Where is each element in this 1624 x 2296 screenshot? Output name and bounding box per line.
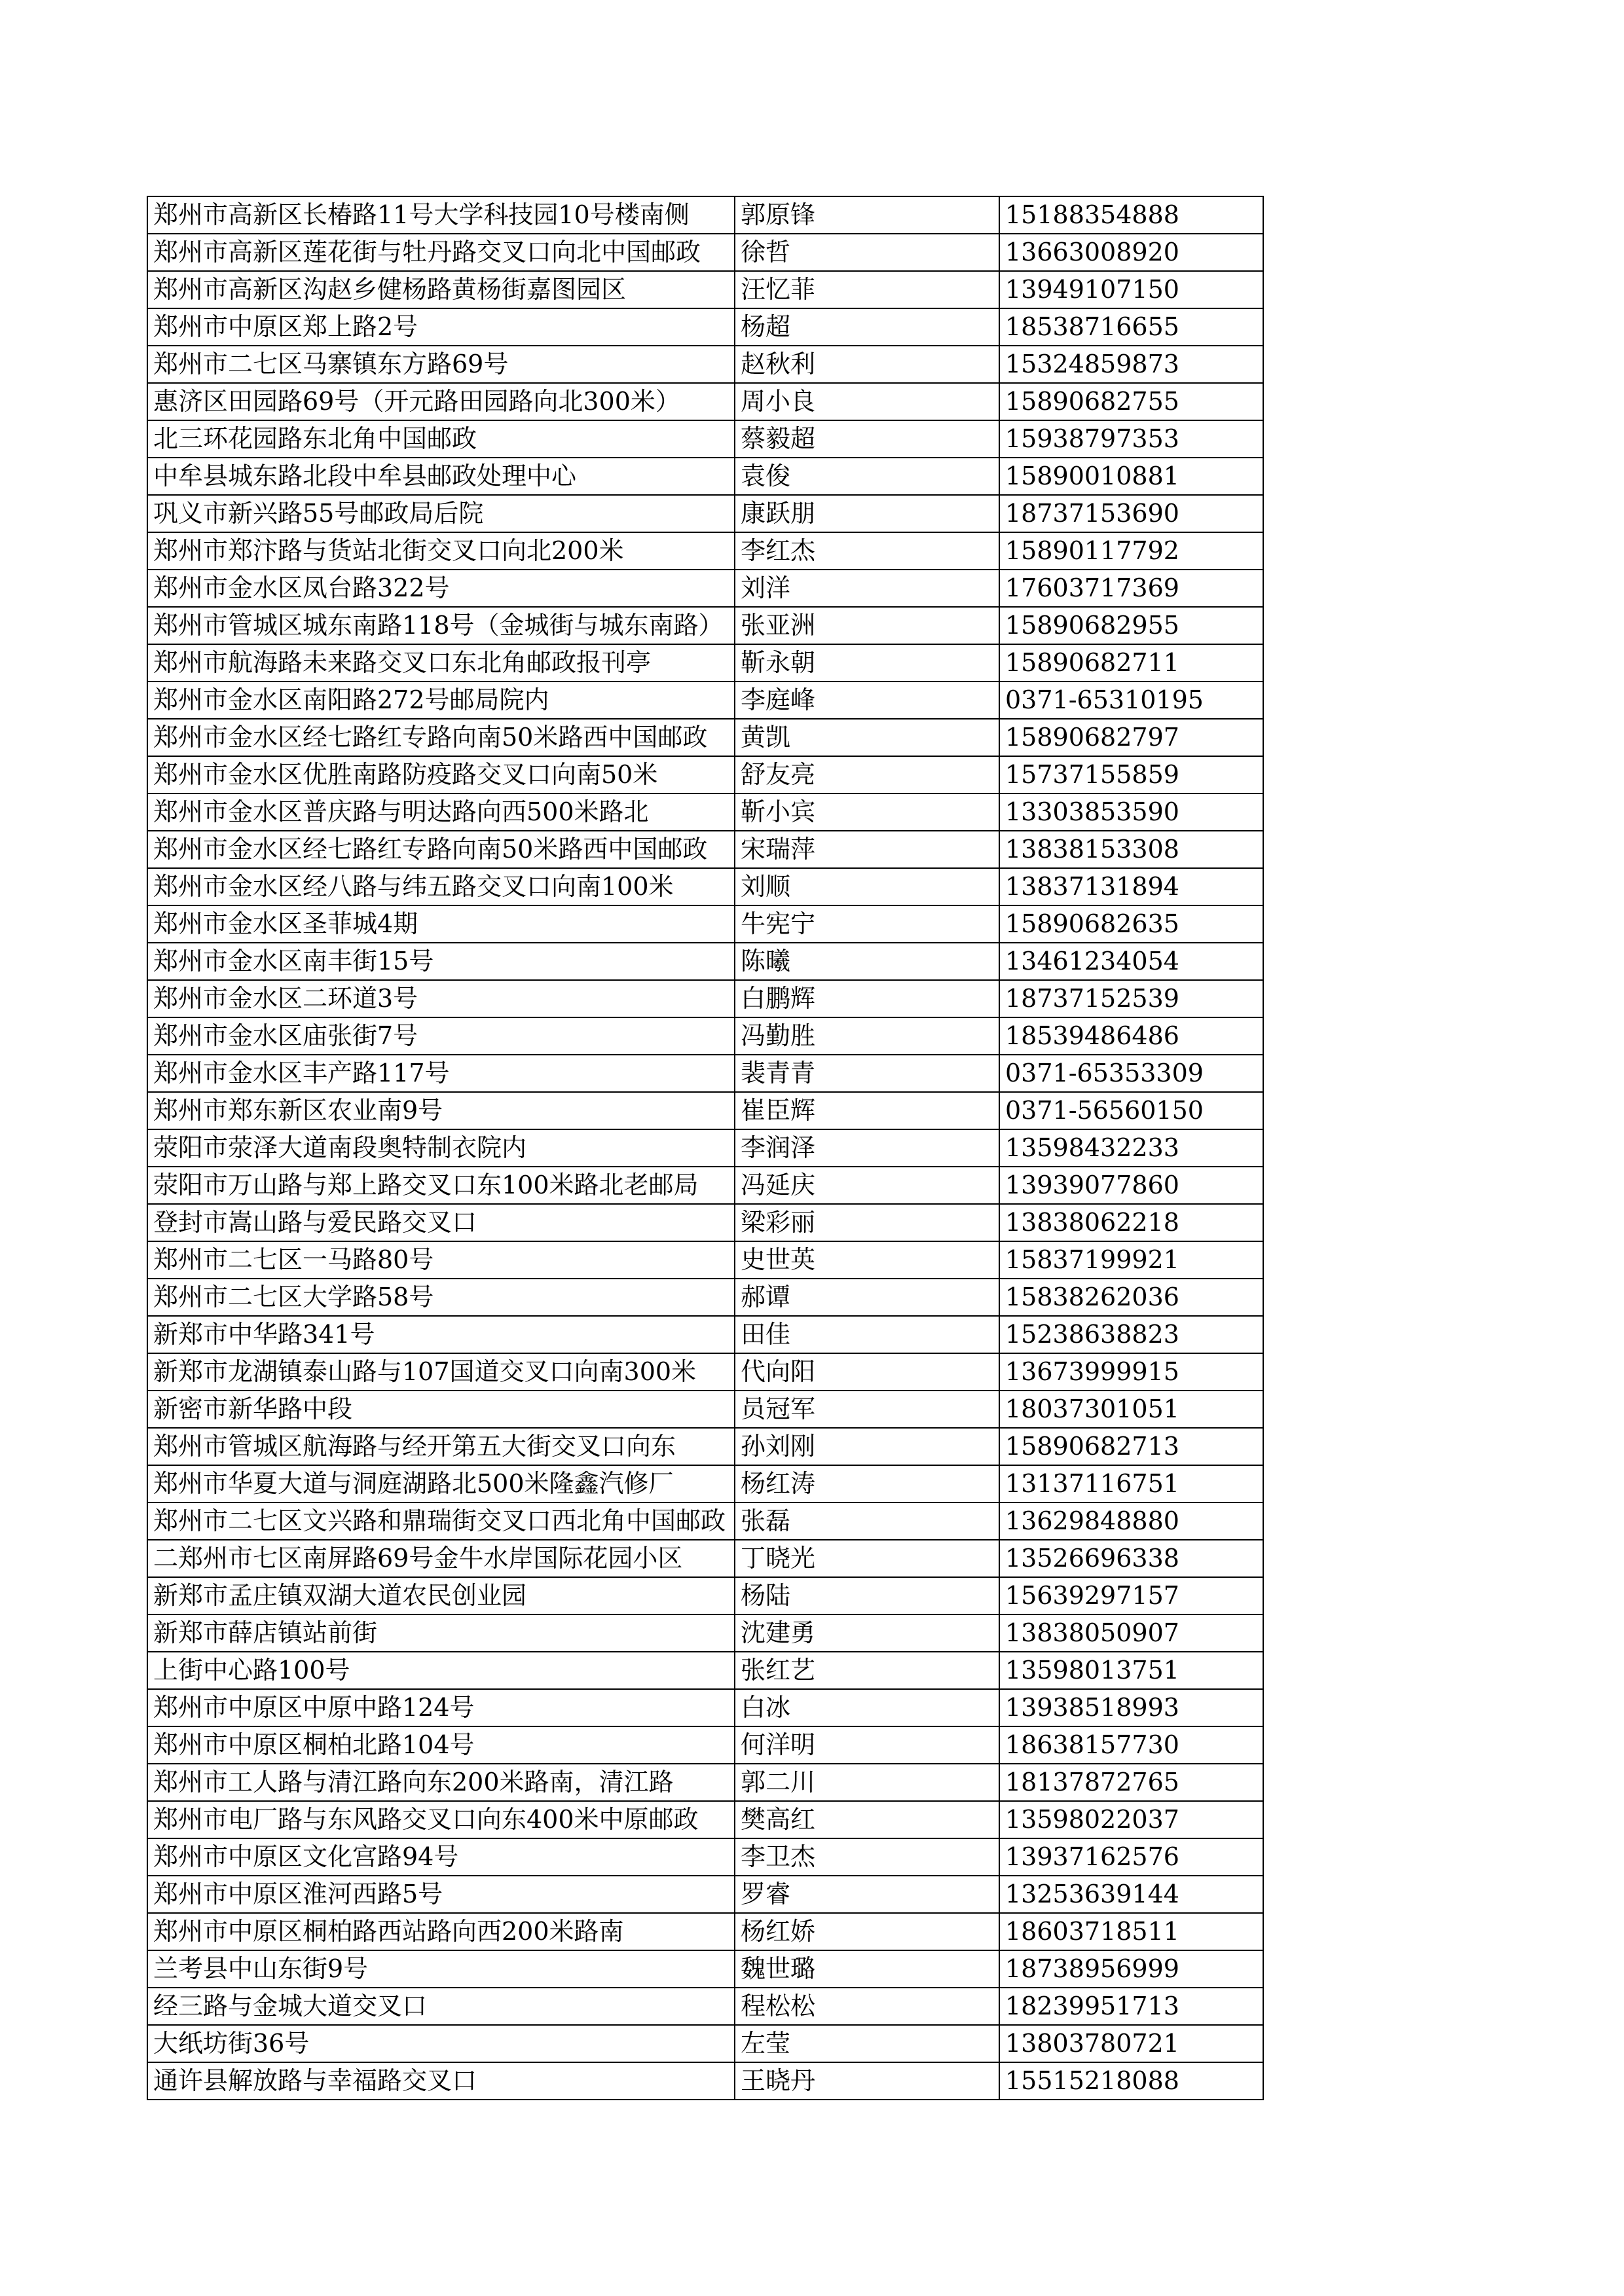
phone-cell: 13838153308 [999,831,1263,868]
address-cell: 二郑州市七区南屏路69号金牛水岸国际花园小区 [147,1540,735,1577]
name-cell: 杨红涛 [735,1465,999,1503]
phone-cell: 18603718511 [999,1913,1263,1950]
table-body [147,196,1263,2100]
table-row [147,2062,1263,2100]
phone-cell: 15890117792 [999,532,1263,570]
name-cell: 裴青青 [735,1055,999,1092]
name-cell: 李卫杰 [735,1838,999,1876]
address-cell: 郑州市二七区一马路80号 [147,1241,735,1279]
phone-cell: 18737152539 [999,980,1263,1017]
table-row [147,943,1263,980]
table-row [147,1689,1263,1726]
name-cell: 杨红娇 [735,1913,999,1950]
name-cell: 罗睿 [735,1876,999,1913]
phone-cell: 17603717369 [999,570,1263,607]
phone-cell: 13838062218 [999,1204,1263,1241]
phone-cell: 13598013751 [999,1652,1263,1689]
phone-cell: 15890682955 [999,607,1263,644]
phone-cell: 13598432233 [999,1129,1263,1167]
table-row [147,905,1263,943]
table-row [147,383,1263,420]
address-cell: 郑州市金水区圣菲城4期 [147,905,735,943]
table-row [147,682,1263,719]
name-cell: 崔臣辉 [735,1092,999,1129]
table-row [147,570,1263,607]
phone-cell: 0371-56560150 [999,1092,1263,1129]
name-cell: 徐哲 [735,234,999,271]
table-row [147,420,1263,458]
table-row [147,1988,1263,2025]
address-cell: 郑州市管城区航海路与经开第五大街交叉口向东 [147,1428,735,1465]
phone-cell: 18538716655 [999,308,1263,346]
table-row [147,1764,1263,1801]
phone-cell: 18239951713 [999,1988,1263,2025]
address-cell: 郑州市电厂路与东风路交叉口向东400米中原邮政 [147,1801,735,1838]
address-cell: 郑州市中原区桐柏北路104号 [147,1726,735,1764]
table-row [147,1129,1263,1167]
phone-cell: 13253639144 [999,1876,1263,1913]
address-cell: 通许县解放路与幸福路交叉口 [147,2062,735,2100]
address-cell: 郑州市金水区庙张街7号 [147,1017,735,1055]
name-cell: 宋瑞萍 [735,831,999,868]
address-cell: 荥阳市荥泽大道南段奥特制衣院内 [147,1129,735,1167]
table-row [147,644,1263,682]
name-cell: 史世英 [735,1241,999,1279]
table-row [147,1279,1263,1316]
table-row [147,1913,1263,1950]
address-cell: 郑州市二七区大学路58号 [147,1279,735,1316]
name-cell: 刘洋 [735,570,999,607]
phone-cell: 15238638823 [999,1316,1263,1353]
table-row [147,346,1263,383]
address-cell: 郑州市航海路未来路交叉口东北角邮政报刊亭 [147,644,735,682]
address-cell: 郑州市高新区莲花街与牡丹路交叉口向北中国邮政 [147,234,735,271]
address-cell: 郑州市二七区马寨镇东方路69号 [147,346,735,383]
address-cell: 郑州市中原区桐柏路西站路向西200米路南 [147,1913,735,1950]
table-row [147,271,1263,308]
phone-cell: 13663008920 [999,234,1263,271]
address-cell: 兰考县中山东街9号 [147,1950,735,1988]
name-cell: 沈建勇 [735,1614,999,1652]
phone-cell: 13598022037 [999,1801,1263,1838]
table-row [147,1614,1263,1652]
phone-cell: 15890682755 [999,383,1263,420]
name-cell: 代向阳 [735,1353,999,1391]
table-row [147,831,1263,868]
phone-cell: 18638157730 [999,1726,1263,1764]
address-cell: 郑州市中原区淮河西路5号 [147,1876,735,1913]
address-contact-table [147,196,1264,2100]
phone-cell: 13838050907 [999,1614,1263,1652]
table-row [147,980,1263,1017]
name-cell: 靳永朝 [735,644,999,682]
table-row [147,308,1263,346]
phone-cell: 15890682797 [999,719,1263,756]
phone-cell: 15890010881 [999,458,1263,495]
address-cell: 新郑市孟庄镇双湖大道农民创业园 [147,1577,735,1614]
table-row [147,607,1263,644]
address-cell: 郑州市高新区沟赵乡健杨路黄杨街嘉图园区 [147,271,735,308]
phone-cell: 15890682635 [999,905,1263,943]
phone-cell: 13673999915 [999,1353,1263,1391]
name-cell: 杨超 [735,308,999,346]
phone-cell: 13629848880 [999,1503,1263,1540]
name-cell: 牛宪宁 [735,905,999,943]
table-row [147,1726,1263,1764]
table-row [147,1801,1263,1838]
table-row [147,719,1263,756]
name-cell: 白冰 [735,1689,999,1726]
name-cell: 汪忆菲 [735,271,999,308]
address-cell: 新郑市龙湖镇泰山路与107国道交叉口向南300米 [147,1353,735,1391]
address-cell: 上街中心路100号 [147,1652,735,1689]
table-row [147,196,1263,234]
name-cell: 黄凯 [735,719,999,756]
name-cell: 周小良 [735,383,999,420]
name-cell: 刘顺 [735,868,999,905]
phone-cell: 18137872765 [999,1764,1263,1801]
table-row [147,1465,1263,1503]
table-row [147,458,1263,495]
name-cell: 李庭峰 [735,682,999,719]
address-cell: 郑州市郑东新区农业南9号 [147,1092,735,1129]
name-cell: 田佳 [735,1316,999,1353]
phone-cell: 15188354888 [999,196,1263,234]
address-cell: 新郑市中华路341号 [147,1316,735,1353]
phone-cell: 15890682711 [999,644,1263,682]
table-row [147,868,1263,905]
phone-cell: 15324859873 [999,346,1263,383]
address-cell: 郑州市中原区中原中路124号 [147,1689,735,1726]
address-cell: 荥阳市万山路与郑上路交叉口东100米路北老邮局 [147,1167,735,1204]
phone-cell: 15837199921 [999,1241,1263,1279]
name-cell: 郭二川 [735,1764,999,1801]
table-row [147,2025,1263,2062]
address-cell: 郑州市二七区文兴路和鼎瑞街交叉口西北角中国邮政 [147,1503,735,1540]
table-row [147,1055,1263,1092]
table-row [147,1017,1263,1055]
table-row [147,1577,1263,1614]
table-row [147,1092,1263,1129]
address-cell: 郑州市金水区普庆路与明达路向西500米路北 [147,793,735,831]
address-cell: 中牟县城东路北段中牟县邮政处理中心 [147,458,735,495]
name-cell: 杨陆 [735,1577,999,1614]
phone-cell: 13526696338 [999,1540,1263,1577]
name-cell: 郭原锋 [735,196,999,234]
name-cell: 陈曦 [735,943,999,980]
address-cell: 新郑市薛店镇站前街 [147,1614,735,1652]
table-row [147,234,1263,271]
address-cell: 新密市新华路中段 [147,1391,735,1428]
phone-cell: 13803780721 [999,2025,1263,2062]
phone-cell: 15938797353 [999,420,1263,458]
address-cell: 北三环花园路东北角中国邮政 [147,420,735,458]
address-cell: 郑州市金水区南丰街15号 [147,943,735,980]
table-row [147,1503,1263,1540]
name-cell: 员冠军 [735,1391,999,1428]
phone-cell: 15639297157 [999,1577,1263,1614]
address-cell: 郑州市管城区城东南路118号（金城街与城东南路） [147,607,735,644]
phone-cell: 13938518993 [999,1689,1263,1726]
phone-cell: 18737153690 [999,495,1263,532]
phone-cell: 13939077860 [999,1167,1263,1204]
phone-cell: 13837131894 [999,868,1263,905]
name-cell: 何洋明 [735,1726,999,1764]
table-row [147,495,1263,532]
address-cell: 郑州市工人路与清江路向东200米路南，清江路 [147,1764,735,1801]
phone-cell: 0371-65310195 [999,682,1263,719]
name-cell: 左莹 [735,2025,999,2062]
name-cell: 张红艺 [735,1652,999,1689]
name-cell: 赵秋利 [735,346,999,383]
address-cell: 郑州市华夏大道与洞庭湖路北500米隆鑫汽修厂 [147,1465,735,1503]
table-row [147,1167,1263,1204]
phone-cell: 18738956999 [999,1950,1263,1988]
address-cell: 郑州市金水区凤台路322号 [147,570,735,607]
address-cell: 惠济区田园路69号（开元路田园路向北300米） [147,383,735,420]
address-cell: 郑州市中原区郑上路2号 [147,308,735,346]
phone-cell: 13461234054 [999,943,1263,980]
name-cell: 冯勤胜 [735,1017,999,1055]
name-cell: 白鹏辉 [735,980,999,1017]
phone-cell: 15737155859 [999,756,1263,793]
address-cell: 郑州市郑汴路与货站北街交叉口向北200米 [147,532,735,570]
address-cell: 郑州市金水区优胜南路防疫路交叉口向南50米 [147,756,735,793]
address-cell: 郑州市中原区文化宫路94号 [147,1838,735,1876]
name-cell: 李润泽 [735,1129,999,1167]
phone-cell: 13303853590 [999,793,1263,831]
address-cell: 郑州市金水区丰产路117号 [147,1055,735,1092]
name-cell: 袁俊 [735,458,999,495]
address-cell: 巩义市新兴路55号邮政局后院 [147,495,735,532]
name-cell: 孙刘刚 [735,1428,999,1465]
phone-cell: 18539486486 [999,1017,1263,1055]
address-cell: 郑州市高新区长椿路11号大学科技园10号楼南侧 [147,196,735,234]
table-row [147,1428,1263,1465]
address-cell: 郑州市金水区南阳路272号邮局院内 [147,682,735,719]
phone-cell: 13137116751 [999,1465,1263,1503]
name-cell: 魏世璐 [735,1950,999,1988]
phone-cell: 0371-65353309 [999,1055,1263,1092]
table-row [147,1241,1263,1279]
name-cell: 丁晓光 [735,1540,999,1577]
table-row [147,1316,1263,1353]
address-cell: 大纸坊街36号 [147,2025,735,2062]
name-cell: 樊高红 [735,1801,999,1838]
name-cell: 李红杰 [735,532,999,570]
phone-cell: 13949107150 [999,271,1263,308]
address-cell: 郑州市金水区经八路与纬五路交叉口向南100米 [147,868,735,905]
phone-cell: 13937162576 [999,1838,1263,1876]
name-cell: 舒友亮 [735,756,999,793]
name-cell: 梁彩丽 [735,1204,999,1241]
phone-cell: 15838262036 [999,1279,1263,1316]
address-cell: 郑州市金水区经七路红专路向南50米路西中国邮政 [147,831,735,868]
table-row [147,756,1263,793]
address-cell: 郑州市金水区经七路红专路向南50米路西中国邮政 [147,719,735,756]
name-cell: 冯延庆 [735,1167,999,1204]
table-row [147,1652,1263,1689]
table-row [147,1204,1263,1241]
table-row [147,1876,1263,1913]
name-cell: 靳小宾 [735,793,999,831]
table-row [147,793,1263,831]
phone-cell: 15890682713 [999,1428,1263,1465]
name-cell: 程松松 [735,1988,999,2025]
table-row [147,1950,1263,1988]
name-cell: 张磊 [735,1503,999,1540]
name-cell: 张亚洲 [735,607,999,644]
address-cell: 经三路与金城大道交叉口 [147,1988,735,2025]
table-row [147,1540,1263,1577]
name-cell: 王晓丹 [735,2062,999,2100]
table-row [147,532,1263,570]
phone-cell: 18037301051 [999,1391,1263,1428]
address-cell: 郑州市金水区二环道3号 [147,980,735,1017]
name-cell: 郝谭 [735,1279,999,1316]
address-cell: 登封市嵩山路与爱民路交叉口 [147,1204,735,1241]
table-row [147,1391,1263,1428]
name-cell: 蔡毅超 [735,420,999,458]
name-cell: 康跃朋 [735,495,999,532]
table-row [147,1353,1263,1391]
table-row [147,1838,1263,1876]
phone-cell: 15515218088 [999,2062,1263,2100]
